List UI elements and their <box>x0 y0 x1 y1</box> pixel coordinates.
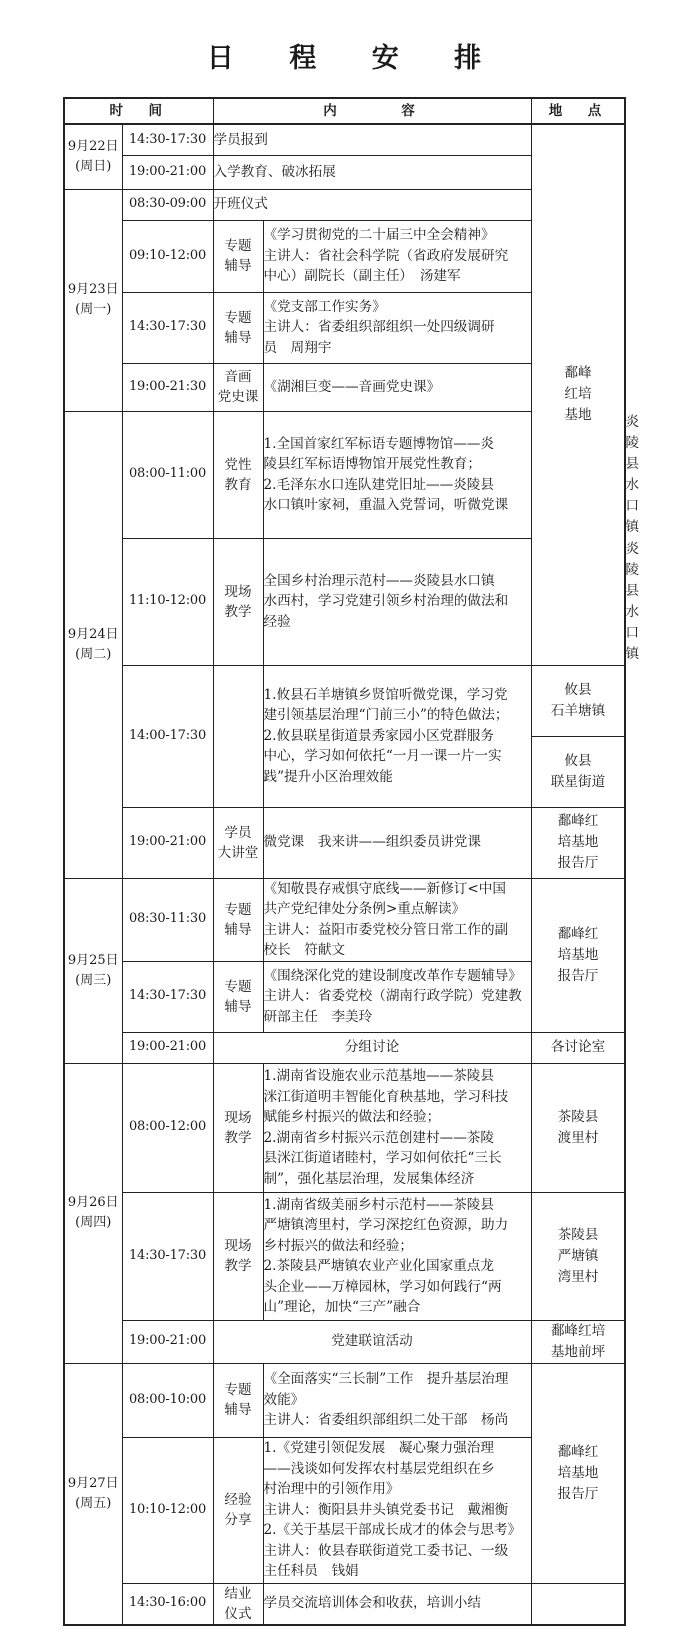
table-row <box>64 665 625 736</box>
content-cell <box>213 124 531 155</box>
content-cell <box>263 807 531 878</box>
type-line: 现场 <box>224 1109 252 1126</box>
location-cell <box>531 665 625 736</box>
content-line: 《知敬畏存戒惧守底线——新修订<中国 <box>263 880 506 897</box>
content-line: 赋能乡村振兴的做法和经验； <box>263 1109 441 1125</box>
content-line: 中心）副院长（副主任） 汤建军 <box>263 268 461 285</box>
content-line: 校长 符献文 <box>263 942 346 958</box>
content-cell <box>213 1032 531 1063</box>
content-cell <box>263 878 531 961</box>
content-line: 分组讨论 <box>344 1039 400 1056</box>
session-type-cell <box>213 1192 263 1320</box>
weekday-label: (周日) <box>75 158 112 174</box>
time-cell: 08:00-11:00 <box>122 411 213 538</box>
content-line: 陵县红军标语博物馆开展党性教育； <box>263 456 481 472</box>
day-cell-25 <box>64 878 122 1063</box>
location-cell <box>531 1192 625 1320</box>
type-line: 专题 <box>224 1382 252 1398</box>
session-type-cell <box>213 220 263 292</box>
date-label: 9月25日 <box>67 952 119 968</box>
location-line: 鄱峰红 <box>557 1443 599 1460</box>
session-type-cell <box>213 961 263 1032</box>
type-line: 结业 <box>224 1585 252 1602</box>
table-row <box>64 1063 625 1192</box>
page-title: 日 程 安 排 <box>206 43 505 74</box>
location-line: 报告厅 <box>557 855 599 871</box>
location-cell <box>531 1363 625 1583</box>
content-cell <box>263 1363 531 1437</box>
table-row <box>64 878 625 961</box>
content-line: 建引领基层治理“门前三小”的特色做法； <box>263 707 509 724</box>
time-cell: 19:00-21:30 <box>122 363 213 411</box>
session-type-cell <box>213 363 263 411</box>
session-type-cell <box>213 1437 263 1583</box>
location-cell <box>531 1032 625 1063</box>
location-line: 基地前坪 <box>550 1343 606 1360</box>
content-line: 山”理论，加快“三产”融合 <box>263 1299 421 1315</box>
session-type-cell <box>213 807 263 878</box>
content-cell <box>263 411 531 538</box>
location-line: 基地 <box>564 407 592 424</box>
location-line: 鄱峰红培 <box>550 1322 606 1339</box>
location-cell <box>531 1320 625 1363</box>
content-line: 县洣江街道诸睦村，学习如何依托“三长 <box>263 1150 502 1166</box>
time-cell: 19:00-21:00 <box>122 807 213 878</box>
location-line: 攸县 <box>564 681 592 698</box>
content-line: 制”，强化基层治理，发展集体经济 <box>263 1170 475 1187</box>
content-line: 1.《党建引领促发展 凝心聚力强治理 <box>263 1440 494 1457</box>
location-line: 培基地 <box>557 946 599 963</box>
time-cell: 19:00-21:00 <box>122 1032 213 1063</box>
type-line: 现场 <box>224 583 252 600</box>
content-cell <box>263 363 531 411</box>
session-type-cell <box>213 411 263 538</box>
time-cell: 19:00-21:00 <box>122 155 213 189</box>
type-line: 教学 <box>224 1129 252 1146</box>
location-line: 茶陵县 <box>557 1108 599 1125</box>
content-line: 水西村，学习党建引领乡村治理的做法和 <box>263 593 509 610</box>
table-row <box>64 1192 625 1320</box>
location-line: 石羊塘镇 <box>550 702 606 719</box>
type-line: 专题 <box>224 901 252 918</box>
time-cell: 08:00-12:00 <box>122 1063 213 1192</box>
content-line: 全国乡村治理示范村——炎陵县水口镇 <box>263 572 495 589</box>
content-line: 研部主任 李美玲 <box>263 1008 373 1025</box>
header-content: 内 容 <box>213 98 531 124</box>
content-line: 共产党纪律处分条例>重点解读》 <box>263 901 466 917</box>
content-cell <box>213 155 531 189</box>
table-row <box>64 1363 625 1437</box>
type-line: 辅导 <box>224 258 252 274</box>
location-cell <box>531 124 625 665</box>
content-line: 严塘镇湾里村，学习深挖红色资源，助力 <box>263 1217 509 1233</box>
content-cell <box>263 961 531 1032</box>
location-line: 报告厅 <box>557 967 599 984</box>
session-type-cell <box>213 665 263 807</box>
content-line: 党建联谊活动 <box>331 1333 413 1350</box>
content-cell <box>263 665 531 807</box>
time-cell: 19:00-21:00 <box>122 1320 213 1363</box>
time-cell: 14:00-17:30 <box>122 665 213 807</box>
content-line: ——浅谈如何发挥农村基层党组织在乡 <box>263 1460 495 1477</box>
table-row <box>64 1320 625 1363</box>
content-cell <box>263 292 531 363</box>
time-cell: 08:00-10:00 <box>122 1363 213 1437</box>
weekday-label: (周四) <box>75 1215 112 1230</box>
content-cell <box>263 1063 531 1192</box>
location-line: 报告厅 <box>557 1485 599 1502</box>
header-time: 时 间 <box>64 98 213 124</box>
content-line: 主任科员 钱娟 <box>263 1563 359 1580</box>
content-line: 主讲人：攸县春联街道党工委书记、一级 <box>263 1542 509 1559</box>
type-line: 音画 <box>224 369 252 385</box>
content-line: 主讲人：衡阳县井头镇党委书记 戴湘衡 <box>263 1501 509 1518</box>
time-cell: 08:30-09:00 <box>122 189 213 220</box>
content-line: 1.全国首家红军标语专题博物馆——炎 <box>263 435 494 452</box>
content-cell <box>213 1320 531 1363</box>
weekday-label: (周五) <box>75 1495 112 1511</box>
date-label: 9月24日 <box>67 626 119 642</box>
content-line: 主讲人：省委组织部组织一处四级调研 <box>263 319 495 336</box>
session-type-cell <box>213 878 263 961</box>
content-line: 2.湖南省乡村振兴示范创建村——茶陵 <box>263 1129 494 1146</box>
session-type-cell <box>213 1583 263 1625</box>
content-line: 微党课 我来讲——组织委员讲党课 <box>263 834 481 851</box>
type-line: 辅导 <box>224 329 252 346</box>
content-line: 主讲人：省社会科学院（省政府发展研究 <box>263 247 509 264</box>
time-cell: 08:30-11:30 <box>122 878 213 961</box>
location-cell <box>531 1583 625 1625</box>
location-line: 培基地 <box>557 834 599 850</box>
session-type-cell <box>213 538 263 665</box>
type-line: 现场 <box>224 1238 252 1254</box>
type-line: 教育 <box>224 476 252 493</box>
day-cell-22 <box>64 124 122 189</box>
type-line: 专题 <box>224 238 252 254</box>
content-line: 2.《关于基层干部成长成才的体会与思考》 <box>263 1522 522 1539</box>
time-cell: 14:30-17:30 <box>122 292 213 363</box>
content-line: 《学习贯彻党的二十届三中全会精神》 <box>263 227 495 244</box>
content-line: 学员交流培训体会和收获，培训小结 <box>263 1595 481 1612</box>
day-cell-23 <box>64 189 122 411</box>
table-row: 9月24日 (周二) 08:00-11:00 党性 教育 1.全国首家红军标语专题博物馆——炎 陵县红军标语博物馆开展党性教育； 2.毛泽东水口连队建党旧址——炎陵县 水口镇叶家祠，重温入党誓词，听微党课 炎陵县 水口镇 <box>64 411 625 538</box>
type-line: 专题 <box>224 978 252 995</box>
content-line: 乡村振兴的做法和经验； <box>263 1237 414 1254</box>
table-row <box>64 1583 625 1625</box>
location-line: 攸县 <box>564 752 592 769</box>
header-location: 地 点 <box>531 98 625 124</box>
content-line: 践”提升小区治理效能 <box>263 768 393 785</box>
content-line: 《湖湘巨变——音画党史课》 <box>263 378 441 395</box>
location-line: 严塘镇 <box>557 1247 599 1264</box>
content-line: 水口镇叶家祠，重温入党誓词，听微党课 <box>263 497 509 513</box>
table-row <box>64 1032 625 1063</box>
content-line: 主讲人：省委组织部组织二处干部 杨尚 <box>263 1412 509 1429</box>
location-line: 鄱峰 <box>564 365 592 382</box>
location-line: 培基地 <box>557 1464 599 1481</box>
content-line: 村治理中的引领作用》 <box>263 1481 400 1498</box>
content-line: 主讲人：省委党校（湖南行政学院）党建教 <box>263 988 522 1005</box>
content-cell <box>263 538 531 665</box>
time-cell: 14:30-17:30 <box>122 124 213 155</box>
content-cell <box>263 1437 531 1583</box>
weekday-label: (周二) <box>75 646 112 662</box>
type-line: 专题 <box>224 309 252 326</box>
date-label: 9月26日 <box>67 1195 119 1210</box>
time-cell: 14:30-16:00 <box>122 1583 213 1625</box>
content-line: 中心，学习如何依托“一月一课一片一实 <box>263 748 502 765</box>
type-line: 辅导 <box>224 921 252 938</box>
date-label: 9月23日 <box>67 282 119 297</box>
content-line: 《全面落实“三长制”工作 提升基层治理 <box>263 1371 509 1388</box>
content-line: 学员报到 <box>213 131 268 148</box>
content-cell <box>263 1583 531 1625</box>
location-cell <box>531 878 625 1032</box>
time-cell: 10:10-12:00 <box>122 1437 213 1583</box>
table-row <box>64 807 625 878</box>
content-line: 《围绕深化党的建设制度改革作专题辅导》 <box>263 967 522 984</box>
type-line: 教学 <box>224 603 252 620</box>
content-line: 《党支部工作实务》 <box>263 298 386 315</box>
day-cell-24 <box>64 411 122 878</box>
location-line: 鄱峰红 <box>557 925 599 942</box>
content-line: 开班仪式 <box>213 196 268 213</box>
content-line: 2.毛泽东水口连队建党旧址——炎陵县 <box>263 476 494 493</box>
location-line: 红培 <box>564 386 592 403</box>
type-line: 党史课 <box>217 389 259 405</box>
weekday-label: (周三) <box>75 972 112 988</box>
content-line: 主讲人：益阳市委党校分管日常工作的副 <box>263 921 509 938</box>
date-label: 9月22日 <box>67 138 119 154</box>
type-line: 经验 <box>224 1492 252 1508</box>
type-line: 学员 <box>224 824 252 841</box>
schedule-table <box>63 97 640 1626</box>
content-line: 1.湖南省设施农业示范基地——茶陵县 <box>263 1068 494 1084</box>
location-line: 渡里村 <box>557 1129 599 1146</box>
location-cell <box>531 1063 625 1192</box>
content-line: 员 周翔宇 <box>263 339 332 356</box>
location-cell <box>531 807 625 878</box>
location-cell <box>531 736 625 807</box>
content-line: 2.茶陵县严塘镇农业产业化国家重点龙 <box>263 1258 494 1274</box>
content-line: 入学教育、破冰拓展 <box>213 163 336 180</box>
type-line: 分享 <box>224 1512 252 1528</box>
type-line: 辅导 <box>224 1402 252 1418</box>
time-cell: 09:10-12:00 <box>122 220 213 292</box>
day-cell-27 <box>64 1363 122 1625</box>
time-cell: 11:10-12:00 <box>122 538 213 665</box>
day-cell-26 <box>64 1063 122 1363</box>
location-line: 湾里村 <box>557 1268 599 1285</box>
content-line: 1.湖南省级美丽乡村示范村——茶陵县 <box>263 1196 494 1213</box>
content-line: 洣江街道明丰智能化育秧基地，学习科技 <box>263 1088 509 1105</box>
location-line: 各讨论室 <box>550 1039 606 1055</box>
location-line: 鄱峰红 <box>557 813 599 829</box>
location-line: 联星街道 <box>550 773 606 790</box>
time-cell: 14:30-17:30 <box>122 1192 213 1320</box>
content-cell <box>213 189 531 220</box>
location-line: 茶陵县 <box>557 1226 599 1243</box>
session-type-cell <box>213 1363 263 1437</box>
session-type-cell <box>213 292 263 363</box>
content-cell <box>263 220 531 292</box>
content-line: 头企业——万樟园林，学习如何践行“两 <box>263 1278 502 1295</box>
content-line: 1.攸县石羊塘镇乡贤馆听微党课，学习党 <box>263 686 508 703</box>
type-line: 党性 <box>224 456 252 473</box>
type-line: 大讲堂 <box>217 844 259 861</box>
content-cell <box>263 1192 531 1320</box>
date-label: 9月27日 <box>67 1475 119 1491</box>
table-header-row <box>64 98 625 124</box>
content-line: 经验 <box>263 613 291 630</box>
type-line: 仪式 <box>224 1605 252 1622</box>
weekday-label: (周一) <box>75 302 112 317</box>
table-row <box>64 124 625 155</box>
type-line: 教学 <box>224 1258 252 1274</box>
table-row: 11:10-12:00 现场 教学 全国乡村治理示范村——炎陵县水口镇 水西村，学习党建引领乡村治理的做法和 经验 炎陵县 水口镇 <box>64 538 625 665</box>
time-cell: 14:30-17:30 <box>122 961 213 1032</box>
session-type-cell <box>213 1063 263 1192</box>
content-line: 效能》 <box>263 1391 305 1408</box>
type-line: 辅导 <box>224 998 252 1015</box>
content-line: 2.攸县联星街道景秀家园小区党群服务 <box>263 727 494 744</box>
